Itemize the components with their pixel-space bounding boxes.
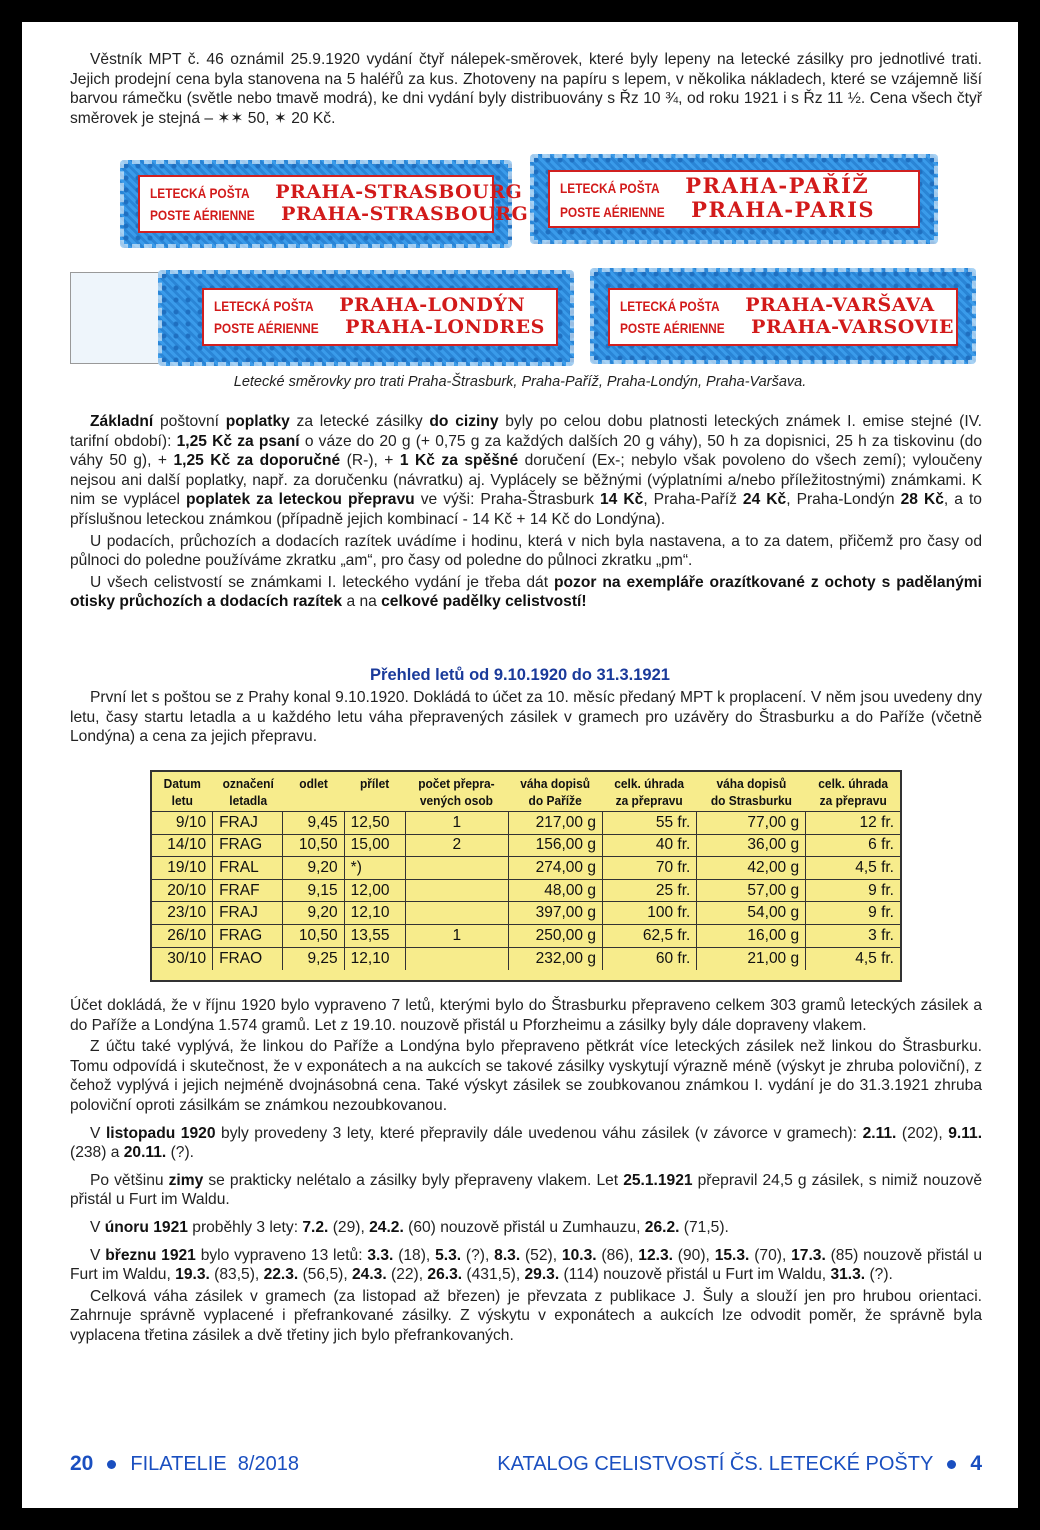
table-cell: FRAO [213,947,283,970]
table-cell: 9 fr. [806,879,900,902]
table-cell: 9 fr. [806,902,900,925]
section-heading: Přehled letů od 9.10.1920 do 31.3.1921 [370,666,670,684]
intro-paragraph: Věstník MPT č. 46 oznámil 25.9.1920 vydání čtyř nálepek-směrovek, které byly lepeny na letecké zásilky pro jednotlivé trati. Jejich prodejní cena byla stanovena na 5 haléřů za kus. Zhotoveny na papíru s lepem, v několika nákladech, které se vzájemně liší barvou rámečku (světle nebo tmavě modrá), ke dni vydání byly distribuovány s Řz 10 ¾, od roku 1921 i s Řz 11 ½. Cena všech čtyř směrovek je stejná – ✶✶ 50, ✶ 20 Kč. [70,51,982,127]
table-cell: 9,45 [283,812,344,835]
winter-paragraph: Po většinu zimy se prakticky nelétalo a zásilky byly přepraveny vlakem. Let 25.1.1921 přepravil 24,5 g zásilek, s nimiž nouzově přistál u Furt im Waldu. [70,1171,982,1209]
fivefold-paragraph: Z účtu také vyplývá, že linkou do Paříže a Londýna bylo přepraveno pětkrát více leteckých zásilek než linkou do Štrasburku. Tomu odpovídá i skutečnost, že v exponátech a na aukcích se takové zásilky vyskytují výrazně méně (výskyt je zhruba poloviční), z čehož vyplývá i jejich nejméně dvojnásobná cena. Také výskyt zásilek se zoubkovanou známkou I. vydání je do 31.3.1921 zhruba poloviční oproti zásilkám se známkou nezoubkovanou. [70,1038,982,1114]
table-cell: 62,5 fr. [602,924,696,947]
table-cell: 13,55 [344,924,405,947]
table-cell: 12 fr. [806,812,900,835]
table-cell: *) [344,857,405,880]
fees-section [70,412,982,612]
table-cell: 9,25 [283,947,344,970]
table-cell [405,857,508,880]
table-cell: 77,00 g [697,812,806,835]
table-cell: 25 fr. [602,879,696,902]
table-cell: 12,00 [344,879,405,902]
table-cell: 232,00 g [508,947,602,970]
table-cell: 15,00 [344,834,405,857]
table-row [152,924,900,947]
table-cell: 156,00 g [508,834,602,857]
table-header-cell: označení letadla [222,776,274,808]
table-cell: 250,00 g [508,924,602,947]
table-header-cell: počet přepra- vených osob [418,776,495,808]
table-body [152,812,900,970]
label-praha-londyn: LETECKÁ POŠTA PRAHA-LONDÝN POSTE AÉRIENNE PRAHA-LONDRES [158,270,574,366]
table-header-row [152,772,900,812]
table-cell: 217,00 g [508,812,602,835]
table-cell: 12,10 [344,947,405,970]
magazine-name: FILATELIE 8/2018 [130,1452,299,1475]
table-cell: 2 [405,834,508,857]
table-cell: 21,00 g [697,947,806,970]
bullet-icon [947,1460,956,1469]
table-cell: FRAG [213,924,283,947]
table-cell: 397,00 g [508,902,602,925]
table-header-cell: celk. úhrada za přepravu [614,776,685,808]
march-paragraph: V březnu 1921 bylo vypraveno 13 letů: 3.3. (18), 5.3. (?), 8.3. (52), 10.3. (86), 12.3. (90), 15.3. (70), 17.3. (85) nouzově přistál u Furt im Waldu, 19.3. (83,5), 22.3. (56,5), 24.3. (22), 26.3. (431,5), 29.3. (114) nouzově přistál u Furt im Waldu, 31.3. (?). [70,1246,983,1284]
table-header-cell: odlet [299,776,328,791]
table-cell: 9,20 [283,902,344,925]
table-cell: 9,15 [283,879,344,902]
table-cell: 274,00 g [508,857,602,880]
table-header-cell: váha dopisů do Strasburku [710,776,792,808]
february-paragraph: V únoru 1921 proběhly 3 lety: 7.2. (29), 24.2. (60) nouzově přistál u Zumhauzu, 26.2. (71,5). [90,1218,729,1236]
table-row [152,857,900,880]
table-row [152,902,900,925]
table-cell: FRAF [213,879,283,902]
table-cell: 12,50 [344,812,405,835]
table-cell: 6 fr. [806,834,900,857]
table-cell: 40 fr. [602,834,696,857]
table-cell: 54,00 g [697,902,806,925]
history-section [70,996,982,1346]
table-row [152,812,900,835]
table-cell: 12,10 [344,902,405,925]
table-cell: FRAJ [213,902,283,925]
table-cell [405,947,508,970]
fees-paragraph: Základní poštovní poplatky za letecké zásilky do ciziny byly po celou dobu platnosti leteckých známek I. emise stejné (IV. tarifní období): 1,25 Kč za psaní o váze do 20 g (+ 0,75 g za každých dalších 20 g váhy), 50 h za dopisnici, 25 h za tiskovinu (do váhy 50 g), + 1,25 Kč za doporučné (R-), + 1 Kč za spěšné doručení (Ex-; nebylo však povoleno do všech zemí); vyloučeny nejsou ani další poplatky, např. za doručenku (návratku) aj. Vyplácely se běžnými (výplatními a/nebo příležitostnými) známkami. K nim se vyplácel poplatek za leteckou přepravu ve výši: Praha-Štrasburk 14 Kč, Praha-Paříž 24 Kč, Praha-Londýn 28 Kč, a to příslušnou leteckou známkou (případně jejich kombinací - 14 Kč + 14 Kč do Londýna). [70,413,982,528]
table-header-cell: přílet [360,776,390,791]
labels-caption: Letecké směrovky pro trati Praha-Štrasburk, Praha-Paříž, Praha-Londýn, Praha-Varšava. [233,374,807,390]
table-cell: 9,20 [283,857,344,880]
catalog-part: 4 [970,1452,982,1475]
table-cell: 70 fr. [602,857,696,880]
table-cell: 48,00 g [508,879,602,902]
label-praha-strasbourg: LETECKÁ POŠTA PRAHA-STRASBOURG POSTE AÉRIENNE PRAHA-STRASBOURG [120,160,512,248]
hours-paragraph: U podacích, průchozích a dodacích razítek uvádíme i hodinu, která v nich byla nastavena, a to za datem, přičemž pro časy od půlnoci do poledne používáme zkratku „am“, pro časy od poledne do půlnoci zkratku „pm“. [70,532,982,570]
table-cell: 30/10 [152,947,213,970]
table-cell: FRAJ [213,812,283,835]
table-cell: 55 fr. [602,812,696,835]
table-cell: 57,00 g [697,879,806,902]
table-cell: 16,00 g [697,924,806,947]
first-flight-paragraph: První let s poštou se z Prahy konal 9.10.1920. Dokládá to účet za 10. měsíc předaný MPT k proplacení. V něm jsou uvedeny dny letu, časy startu letadla a u každého letu váha přepravených zásilek v gramech pro uzávěry do Štrasburku a do Paříže (včetně Londýna) a cena za jejich přepravu. [70,689,982,746]
table-cell [405,879,508,902]
table-row [152,834,900,857]
table-row [152,947,900,970]
label-praha-pariz: LETECKÁ POŠTA PRAHA-PAŘÍŽ POSTE AÉRIENNE PRAHA-PARIS [530,154,938,244]
table-cell: 1 [405,812,508,835]
page [22,22,1018,1508]
table-cell: 36,00 g [697,834,806,857]
flights-table [150,770,902,982]
account-paragraph: Účet dokládá, že v říjnu 1920 bylo vypraveno 7 letů, kterými bylo do Štrasburku přepraveno celkem 303 gramů leteckých zásilek a do Paříže a Londýna 1.574 gramů. Let z 19.10. nouzově přistál u Pforzheimu a zásilky byly dále dopraveny vlakem. [70,997,982,1034]
page-number-left: 20 [70,1452,94,1475]
table-header-cell: Datum letu [163,776,201,808]
table-cell: 26/10 [152,924,213,947]
table-cell [405,902,508,925]
table-cell: 60 fr. [602,947,696,970]
label-praha-varsava: LETECKÁ POŠTA PRAHA-VARŠAVA POSTE AÉRIENNE PRAHA-VARSOVIE [590,268,976,364]
table-cell: FRAG [213,834,283,857]
warning-paragraph: U všech celistvostí se známkami I. leteckého vydání je třeba dát pozor na exempláře orazítkované z ochoty s padělanými otisky průchozích a dodacích razítek a na celkové padělky celistvostí! [70,573,982,611]
table-cell: 3 fr. [806,924,900,947]
table-cell: 1 [405,924,508,947]
table-cell: 42,00 g [697,857,806,880]
catalog-title: KATALOG CELISTVOSTÍ ČS. LETECKÉ POŠTY [497,1452,934,1475]
table-cell: 10,50 [283,924,344,947]
table-cell: 10,50 [283,834,344,857]
table-cell: 4,5 fr. [806,857,900,880]
table-header-cell: celk. úhrada za přepravu [817,776,888,808]
table-cell: 9/10 [152,812,213,835]
table-cell: 23/10 [152,902,213,925]
table-cell: 19/10 [152,857,213,880]
bullet-icon [107,1460,116,1469]
table-header-cell: váha dopisů do Paříže [520,776,591,808]
table-cell: 100 fr. [602,902,696,925]
november-paragraph: V listopadu 1920 byly provedeny 3 lety, které přepravily dále uvedenou váhu zásilek (v závorce v gramech): 2.11. (202), 9.11. (238) a 20.11. (?). [70,1124,983,1162]
table-cell: FRAL [213,857,283,880]
total-weight-paragraph: Celková váha zásilek v gramech (za listopad až březen) je převzata z publikace J. Šuly a slouží jen pro hrubou orientaci. Zahrnuje správně vyplacené i přefrankované zásilky. Z výskytu v exponátech a aukcích lze odvodit poměr, že správně byla vyplacena třetina zásilek a dvě třetiny jich bylo přefrankovaných. [70,1287,982,1344]
table-row [152,879,900,902]
table-cell: 20/10 [152,879,213,902]
table-cell: 14/10 [152,834,213,857]
table-cell: 4,5 fr. [806,947,900,970]
page-footer [70,1450,982,1478]
